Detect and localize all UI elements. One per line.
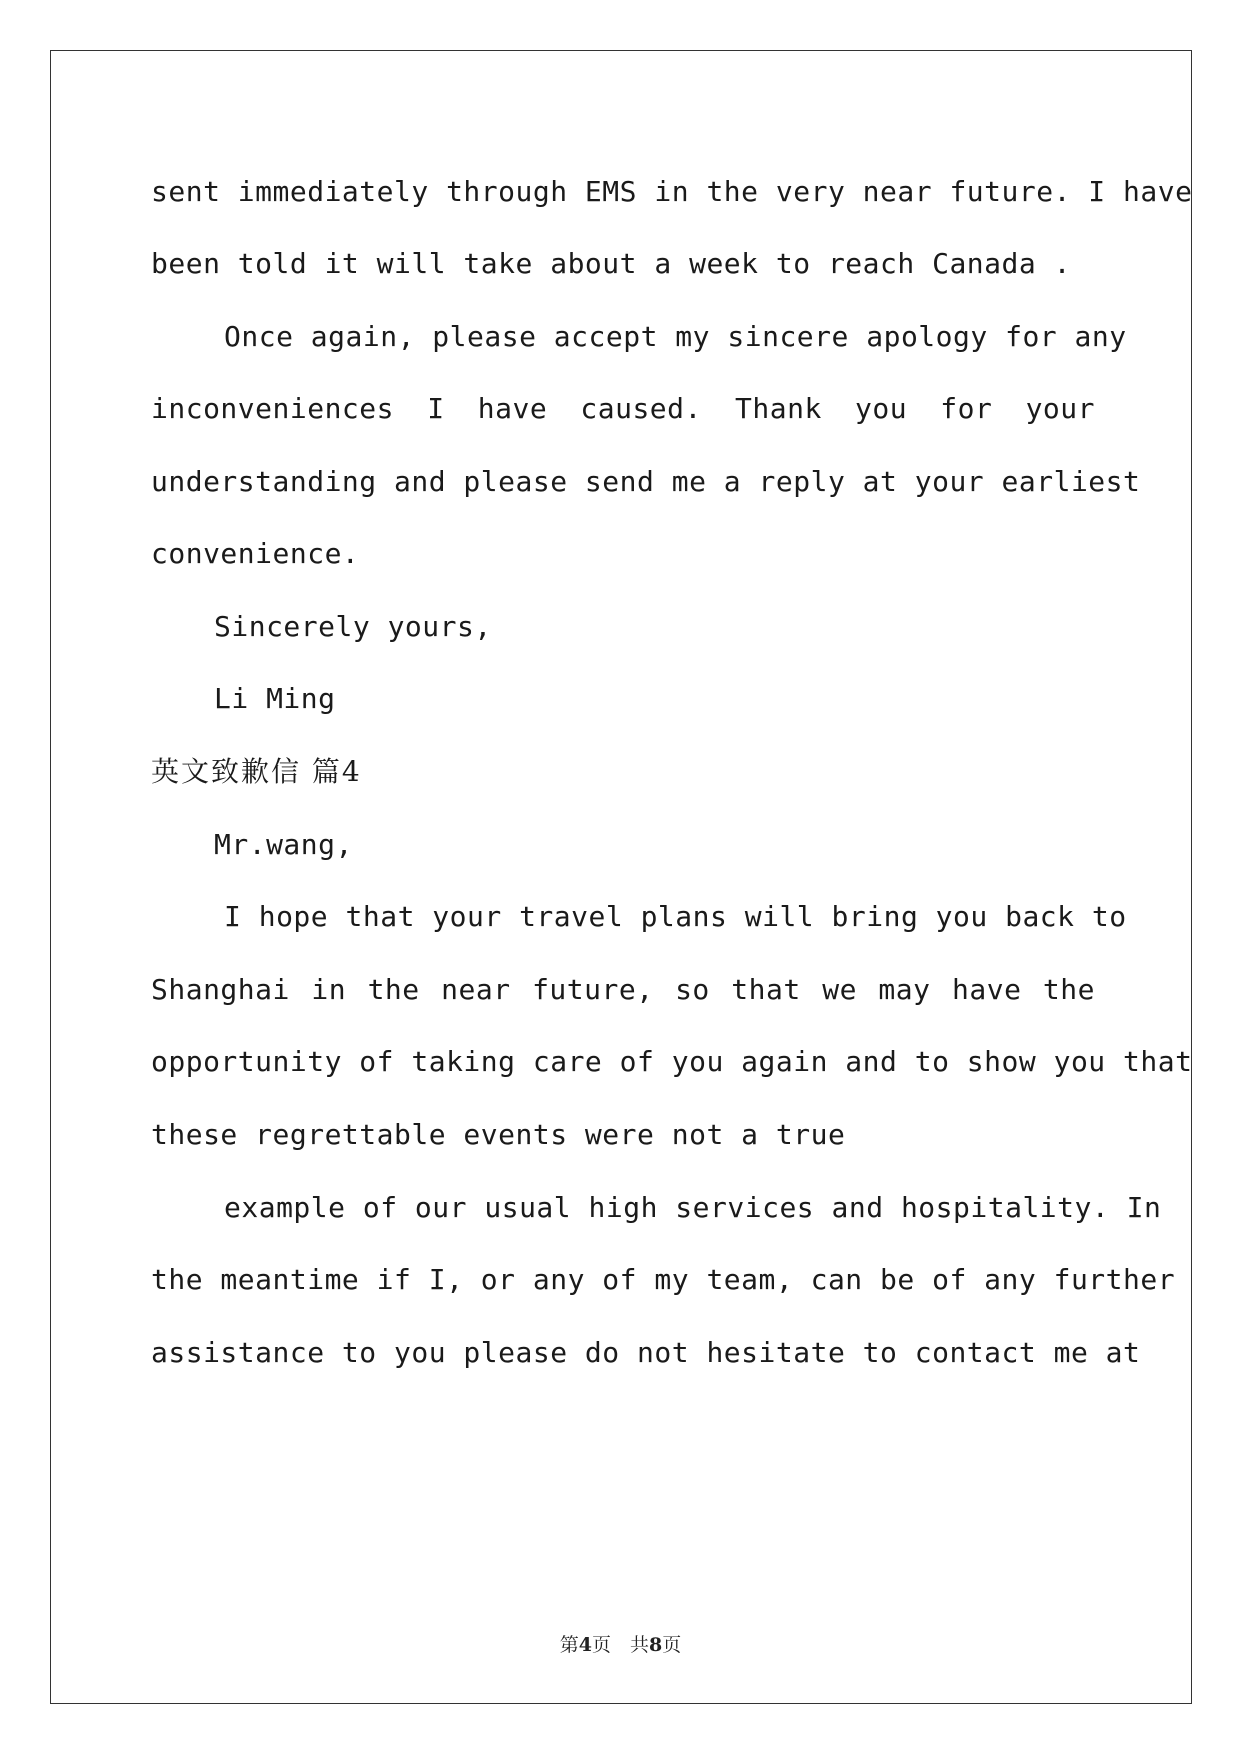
closing-salutation: Sincerely yours, — [214, 610, 492, 643]
body-line-12: the meantime if I, or any of my team, can be of any further — [151, 1263, 1176, 1296]
signature-name: Li Ming — [214, 682, 336, 715]
body-line-13: assistance to you please do not hesitate to contact me at — [151, 1336, 1141, 1369]
greeting: Mr.wang, — [214, 828, 353, 861]
footer-middle: 页 共 — [591, 1634, 649, 1656]
footer-prefix: 第 — [559, 1634, 579, 1656]
body-line-7: I hope that your travel plans will bring you back to — [224, 900, 1127, 933]
footer-page-number: 4 — [578, 1634, 592, 1656]
page-footer — [0, 1630, 1241, 1657]
body-line-10: these regrettable events were not a true — [151, 1118, 846, 1151]
body-line-5: understanding and please send me a reply at your earliest — [151, 465, 1141, 498]
section-heading: 英文致歉信 篇4 — [151, 755, 362, 788]
footer-total-pages: 8 — [649, 1634, 663, 1656]
body-line-9: opportunity of taking care of you again and to show you that — [151, 1045, 1193, 1078]
body-line-2: been told it will take about a week to reach Canada . — [151, 247, 1071, 280]
footer-suffix: 页 — [662, 1634, 682, 1656]
body-line-4: inconveniences I have caused. Thank you for your — [151, 392, 1095, 425]
page-border — [50, 50, 1192, 1704]
body-line-11: example of our usual high services and hospitality. In — [224, 1191, 1162, 1224]
body-line-1: sent immediately through EMS in the very near future. I have — [151, 175, 1193, 208]
body-line-3: Once again, please accept my sincere apology for any — [224, 320, 1127, 353]
body-line-6: convenience. — [151, 537, 360, 570]
body-line-8: Shanghai in the near future, so that we may have the — [151, 973, 1095, 1006]
